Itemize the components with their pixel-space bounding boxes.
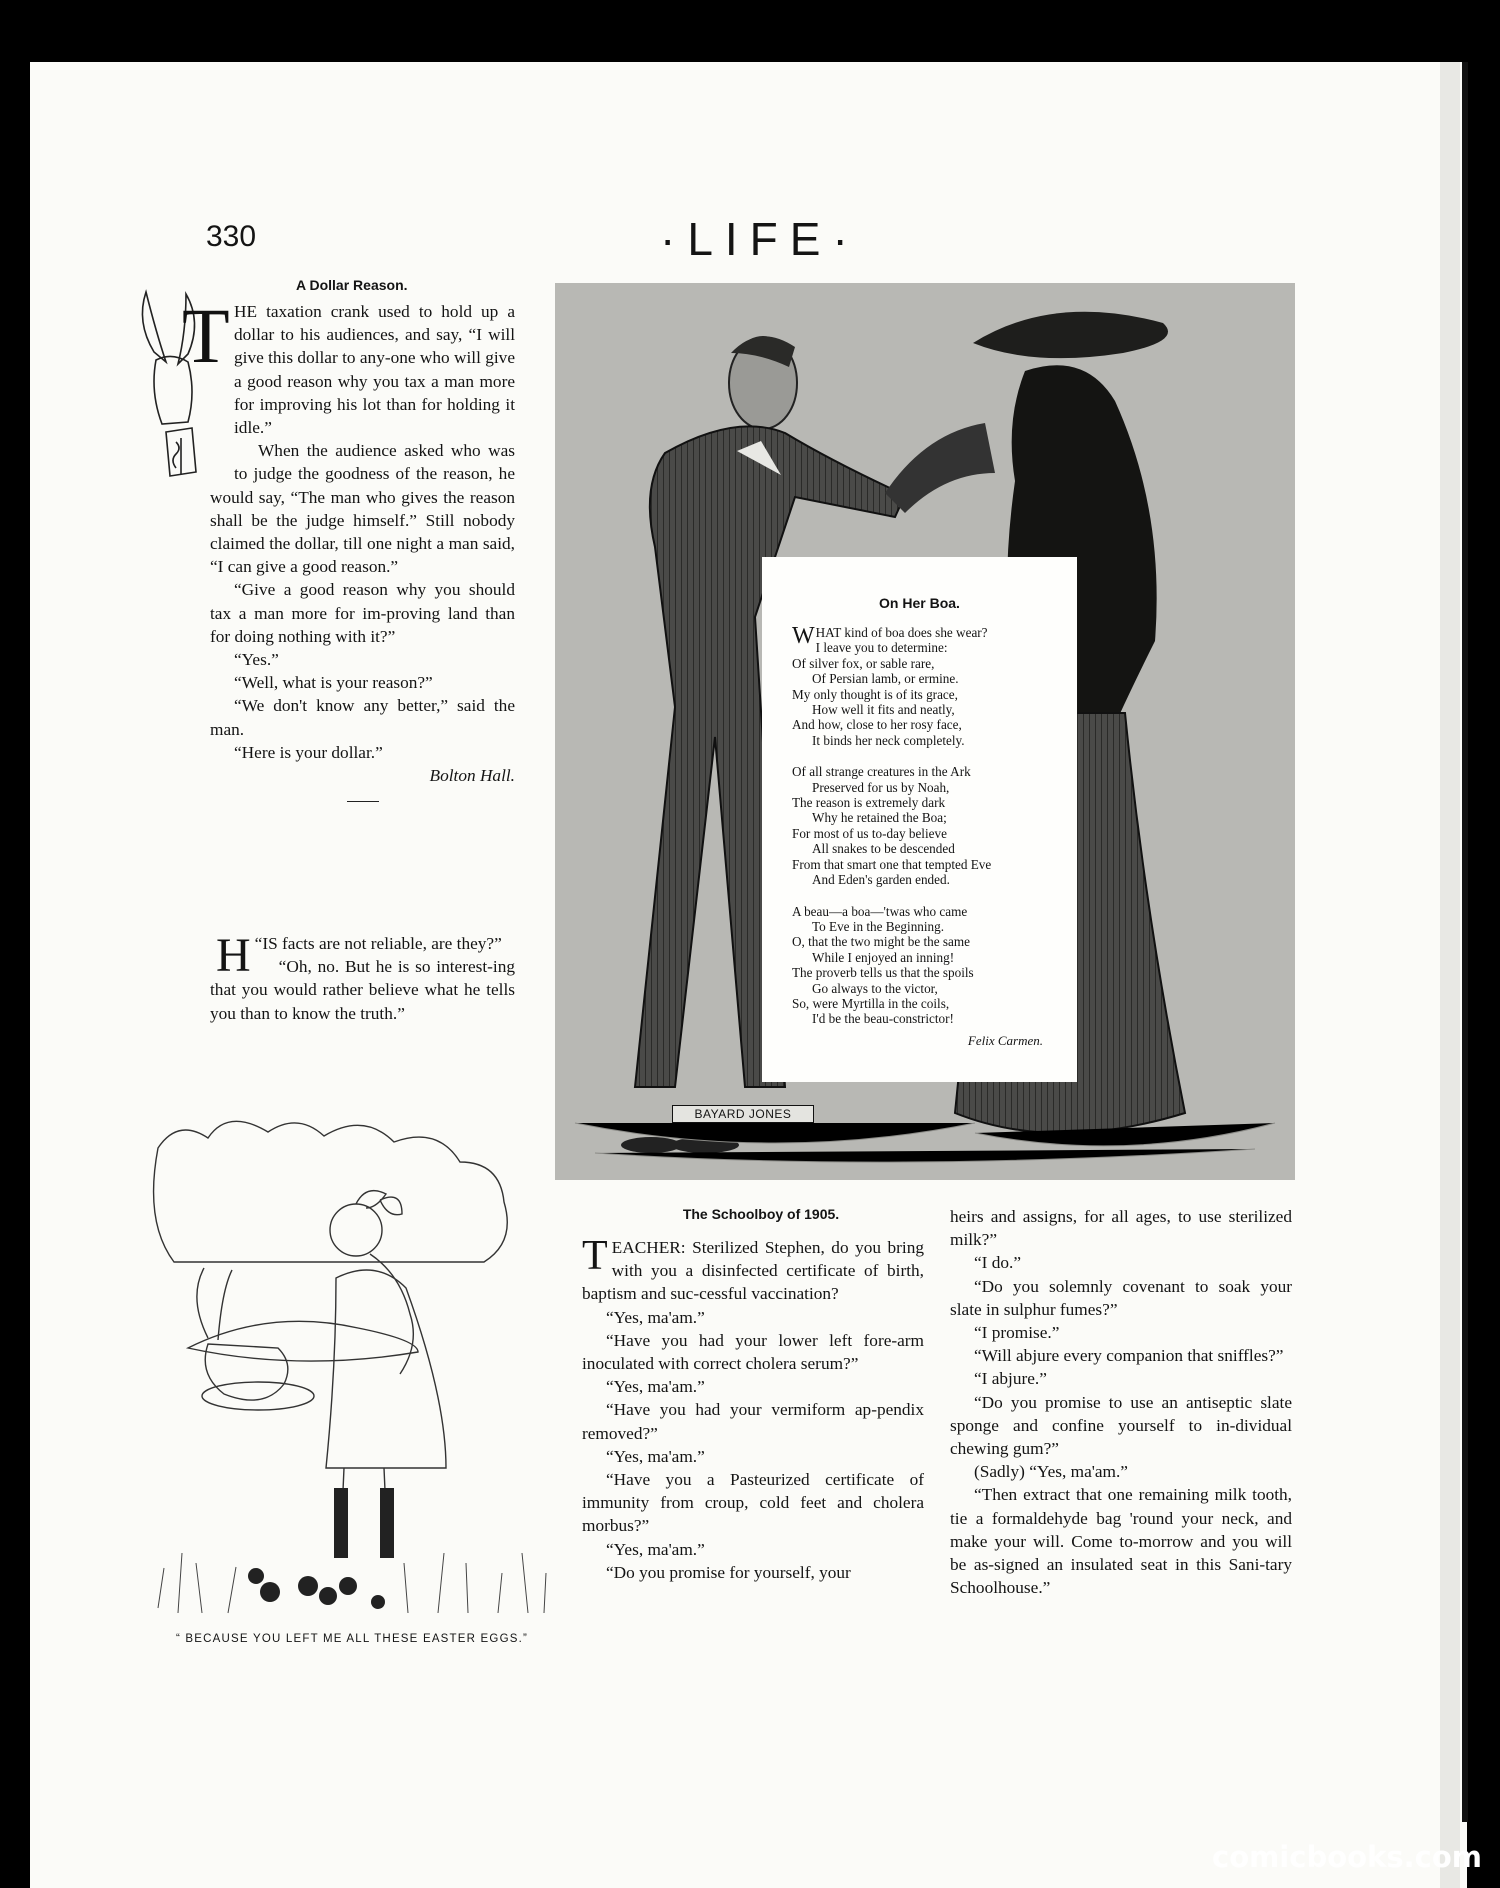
poem-title: On Her Boa. xyxy=(879,595,960,611)
facts-joke xyxy=(210,929,515,1025)
poem-dropcap: W xyxy=(792,623,815,649)
poem-line: Of Persian lamb, or ermine. xyxy=(812,671,959,687)
poem-line: I leave you to determine: xyxy=(815,640,948,656)
dollar-paragraph-2: When the audience asked who was to judge the goodness of the reason, he would say, “The man who gives the reason shall be the judge himself.” Still nobody claimed the dollar, till one night a man said, “I can give a good reason.” xyxy=(210,441,515,577)
schoolboy-paragraph: “I promise.” xyxy=(974,1323,1060,1343)
facts-first-line: IS facts are not reliable, are they?” xyxy=(262,934,502,953)
poem-line: Go always to the victor, xyxy=(812,980,938,996)
schoolboy-paragraph: “Yes, ma'am.” xyxy=(606,1539,705,1559)
dollar-reason-title: A Dollar Reason. xyxy=(296,277,408,293)
schoolboy-paragraph: “Have you had your vermiform ap-pendix removed?” xyxy=(582,1400,924,1443)
poem-line: A beau—a boa—'twas who came xyxy=(792,903,968,919)
facts-open-quote: “ xyxy=(254,934,263,953)
schoolboy-paragraph: “I abjure.” xyxy=(974,1369,1047,1389)
facts-dropcap: H xyxy=(216,929,251,982)
page-number: 330 xyxy=(206,220,257,253)
schoolboy-paragraph: “Have you had your lower left fore-arm inoculated with correct cholera serum?” xyxy=(582,1330,924,1374)
poem-line: From that smart one that tempted Eve xyxy=(792,856,992,872)
dollar-paragraph-6: “We don't know any better,” said the man. xyxy=(210,696,515,739)
poem-line: Of silver fox, or sable rare, xyxy=(792,655,935,671)
schoolboy-paragraph: “Then extract that one remaining milk tooth, tie a formaldehyde bag 'round your neck, and make your will. Come to-morrow and you will be as-signed an insulated seat in this Sani-tary Schoolhouse.” xyxy=(950,1485,1292,1598)
schoolboy-title: The Schoolboy of 1905. xyxy=(682,1206,840,1222)
poem-line: For most of us to-day believe xyxy=(792,825,947,841)
easter-cartoon-illustration xyxy=(148,1108,552,1620)
schoolboy-paragraph: “Do you solemnly covenant to soak your slate in sulphur fumes?” xyxy=(950,1276,1292,1319)
poem-body xyxy=(792,625,1072,1043)
schoolboy-paragraph: “Yes, ma'am.” xyxy=(606,1446,705,1466)
poem-line: And how, close to her rosy face, xyxy=(792,717,962,733)
dollar-paragraph-7: “Here is your dollar.” xyxy=(234,742,383,762)
poem-line: It binds her neck completely. xyxy=(812,732,965,748)
easter-cartoon-caption: “ BECAUSE YOU LEFT ME ALL THESE EASTER EGGS.” xyxy=(175,1633,529,1645)
site-watermark: comicbooks.com xyxy=(1212,1840,1482,1874)
schoolboy-paragraph: “I do.” xyxy=(974,1253,1022,1273)
schoolboy-paragraph: (Sadly) “Yes, ma'am.” xyxy=(974,1462,1128,1482)
section-divider xyxy=(347,801,379,802)
poem-line: My only thought is of its grace, xyxy=(792,686,958,702)
poem-line: All snakes to be descended xyxy=(812,841,955,857)
facing-page-edge xyxy=(1462,62,1468,1822)
facts-paragraph: “Oh, no. But he is so interest-ing that you would rather believe what he tells you than to know the truth.” xyxy=(210,957,515,1023)
masthead: ·LIFE· xyxy=(660,213,860,265)
poem-line: I'd be the beau-constrictor! xyxy=(812,1011,954,1027)
schoolboy-dropcap: T xyxy=(582,1233,608,1279)
schoolboy-paragraph: “Do you promise to use an antiseptic slate sponge and confine yourself to in-dividual chewing gum?” xyxy=(950,1392,1292,1459)
poem-line: Why he retained the Boa; xyxy=(812,810,947,826)
poem-line: O, that the two might be the same xyxy=(792,934,970,950)
donkey-dropcap-illustration xyxy=(126,282,230,482)
schoolboy-paragraph: “Have you a Pasteurized certificate of immunity from croup, cold feet and cholera morbus?” xyxy=(582,1470,924,1536)
schoolboy-paragraph: Sterilized Stephen, do you bring with you a disinfected certificate of birth, baptism and suc-cessful vaccination? xyxy=(582,1238,924,1304)
dollar-paragraph-3: “Give a good reason why you should tax a man more for im-proving land than for doing nothing with it?” xyxy=(210,580,515,646)
poem-line: While I enjoyed an inning! xyxy=(812,949,955,965)
dropcap-letter: T xyxy=(182,292,230,379)
schoolboy-paragraph: “Do you promise for yourself, your xyxy=(606,1562,851,1582)
poem-stanza xyxy=(792,625,1072,748)
poem-line: The reason is extremely dark xyxy=(792,795,946,811)
poem-line: WHAT kind of boa does she wear? xyxy=(792,623,988,649)
poem-stanza xyxy=(792,904,1072,1027)
poem-byline: Felix Carmen. xyxy=(967,1033,1043,1048)
dollar-first-words: HE xyxy=(234,302,258,321)
artist-signature: BAYARD JONES xyxy=(672,1105,814,1123)
poem-line: Of all strange creatures in the Ark xyxy=(792,764,971,780)
schoolboy-paragraph: “Yes, ma'am.” xyxy=(606,1307,705,1327)
poem-line: And Eden's garden ended. xyxy=(812,872,950,888)
poem-line: The proverb tells us that the spoils xyxy=(792,965,974,981)
poem-line: Preserved for us by Noah, xyxy=(812,779,950,795)
dollar-byline: Bolton Hall. xyxy=(429,766,515,786)
poem-line: How well it fits and neatly, xyxy=(812,702,955,718)
dollar-paragraph-5: “Well, what is your reason?” xyxy=(234,673,433,693)
poem-line: To Eve in the Beginning. xyxy=(812,918,945,934)
poem-line: So, were Myrtilla in the coils, xyxy=(792,995,950,1011)
page-spine xyxy=(1440,62,1460,1888)
schoolboy-column-2 xyxy=(950,1205,1292,1599)
dollar-paragraph-4: “Yes.” xyxy=(234,650,279,670)
poem-card xyxy=(762,557,1077,1082)
dollar-paragraph-1: taxation crank used to hold up a dollar to his audiences, and say, “I will give this dollar to any-one who will give a good reason why you tax a man more for improving his lot than for holding it idle.” xyxy=(234,302,515,438)
schoolboy-first-words: EACHER: xyxy=(611,1238,686,1257)
poem-stanza xyxy=(792,764,1072,887)
dollar-reason-article xyxy=(182,292,515,818)
schoolboy-paragraph: heirs and assigns, for all ages, to use sterilized milk?” xyxy=(950,1207,1292,1250)
schoolboy-column-1 xyxy=(582,1233,924,1584)
schoolboy-paragraph: “Yes, ma'am.” xyxy=(606,1377,705,1397)
schoolboy-paragraph: “Will abjure every companion that sniffles?” xyxy=(974,1346,1284,1366)
